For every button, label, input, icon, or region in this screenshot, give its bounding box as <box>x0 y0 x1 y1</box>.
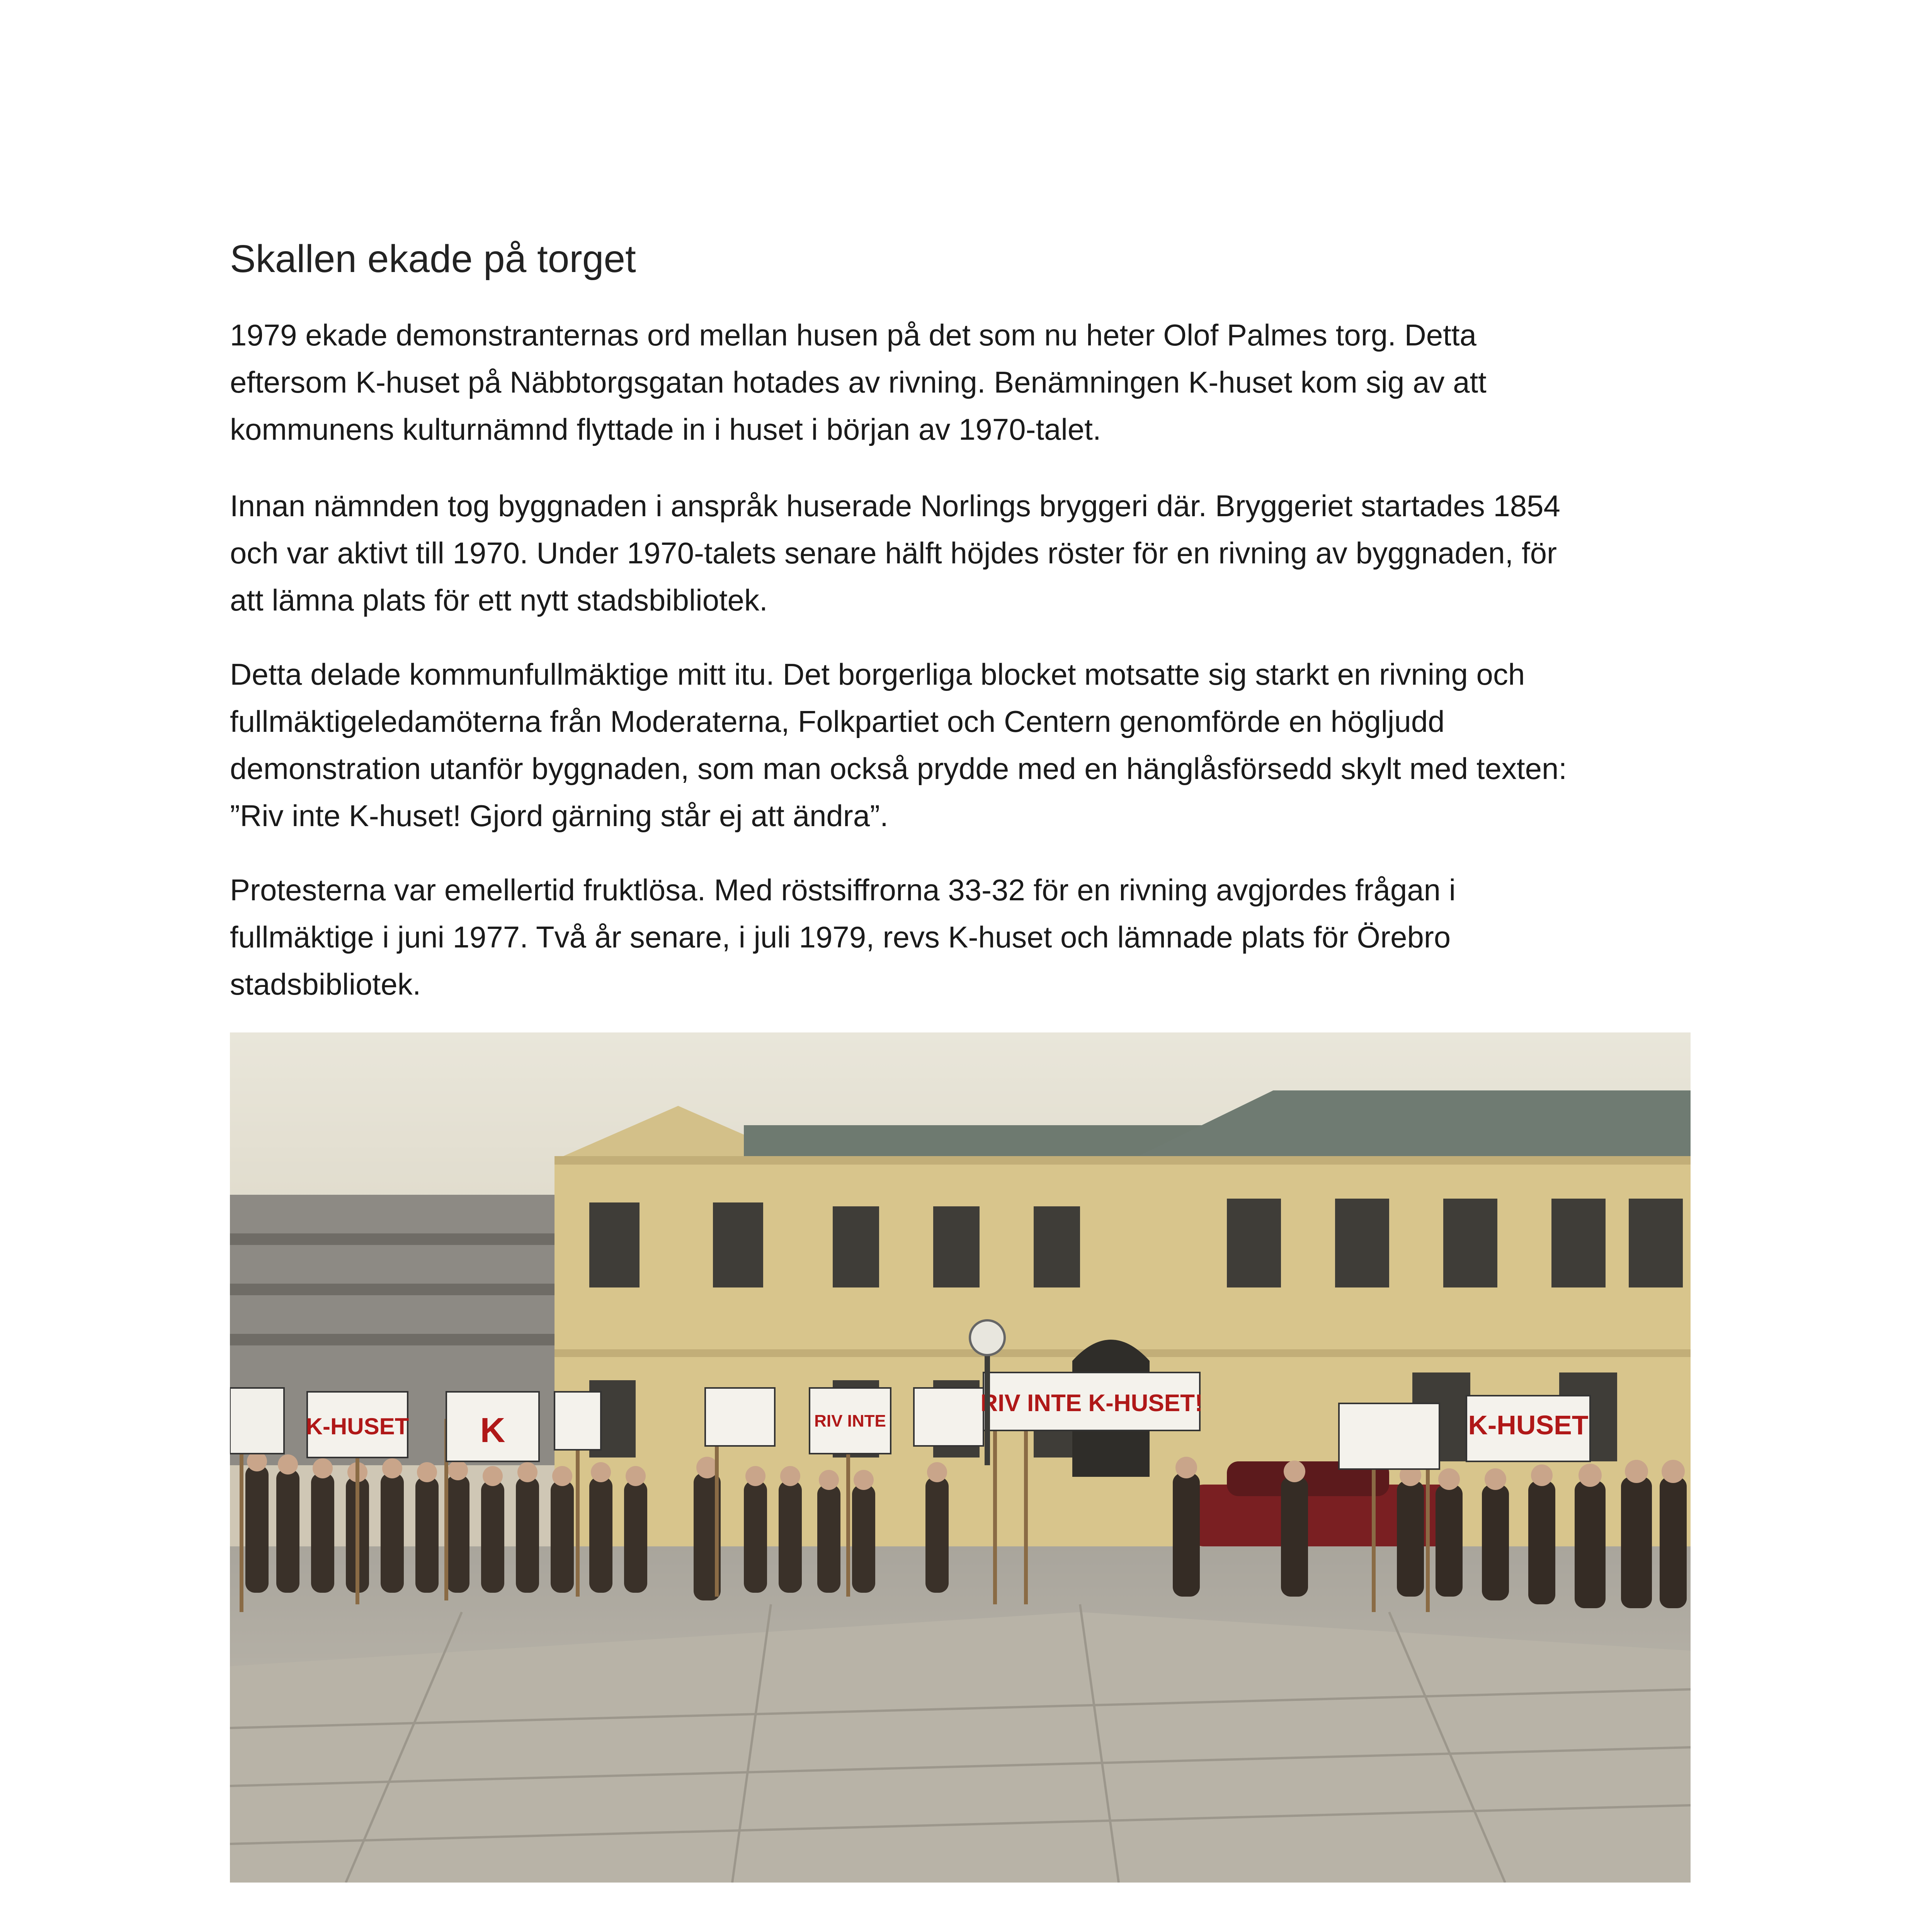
sign-text: K <box>480 1411 505 1450</box>
sign-text: K-HUSET <box>306 1413 409 1439</box>
text-line: Innan nämnden tog byggnaden i anspråk huserade Norlings bryggeri där. Bryggeriet startades 1854 <box>230 489 1560 523</box>
text-line: Protesterna var emellertid fruktlösa. Med röstsiffrorna 33-32 för en rivning avgjordes frågan i <box>230 873 1456 907</box>
text-line: fullmäktigeledamöterna från Moderaterna, Folkpartiet och Centern genomförde en högljudd <box>230 704 1445 738</box>
paragraph-demonstration <box>230 651 1694 839</box>
sign-text: RIV INTE <box>814 1412 886 1430</box>
paragraph-brewery <box>230 482 1694 624</box>
text-line: och var aktivt till 1970. Under 1970-talets senare hälft höjdes röster för en rivning av byggnaden, för <box>230 536 1557 570</box>
sign-text: K-HUSET <box>1468 1410 1589 1440</box>
text-line: stadsbibliotek. <box>230 967 421 1001</box>
page-title: Skallen ekade på torget <box>230 237 636 281</box>
text-line: 1979 ekade demonstranternas ord mellan husen på det som nu heter Olof Palmes torg. Detta <box>230 318 1476 352</box>
text-line: att lämna plats för ett nytt stadsbibliotek. <box>230 583 768 617</box>
text-line: fullmäktige i juni 1977. Två år senare, i juli 1979, revs K-huset och lämnade plats för Örebro <box>230 920 1451 954</box>
text-line: eftersom K-huset på Näbbtorgsgatan hotades av rivning. Benämningen K-huset kom sig av att <box>230 365 1487 399</box>
sign-text: RIV INTE K-HUSET! <box>980 1390 1203 1417</box>
paragraph-protests <box>230 866 1694 1008</box>
text-line: kommunens kulturnämnd flyttade in i huset i början av 1970-talet. <box>230 412 1101 446</box>
text-line: demonstration utanför byggnaden, som man också prydde med en hänglåsförsedd skylt med texten: <box>230 752 1567 786</box>
demonstration-photo <box>230 1032 1691 1883</box>
paragraph-intro <box>230 311 1694 453</box>
text-line: Detta delade kommunfullmäktige mitt itu. Det borgerliga blocket motsatte sig starkt en rivning och <box>230 657 1525 691</box>
text-line: ”Riv inte K-huset! Gjord gärning står ej att ändra”. <box>230 799 888 833</box>
